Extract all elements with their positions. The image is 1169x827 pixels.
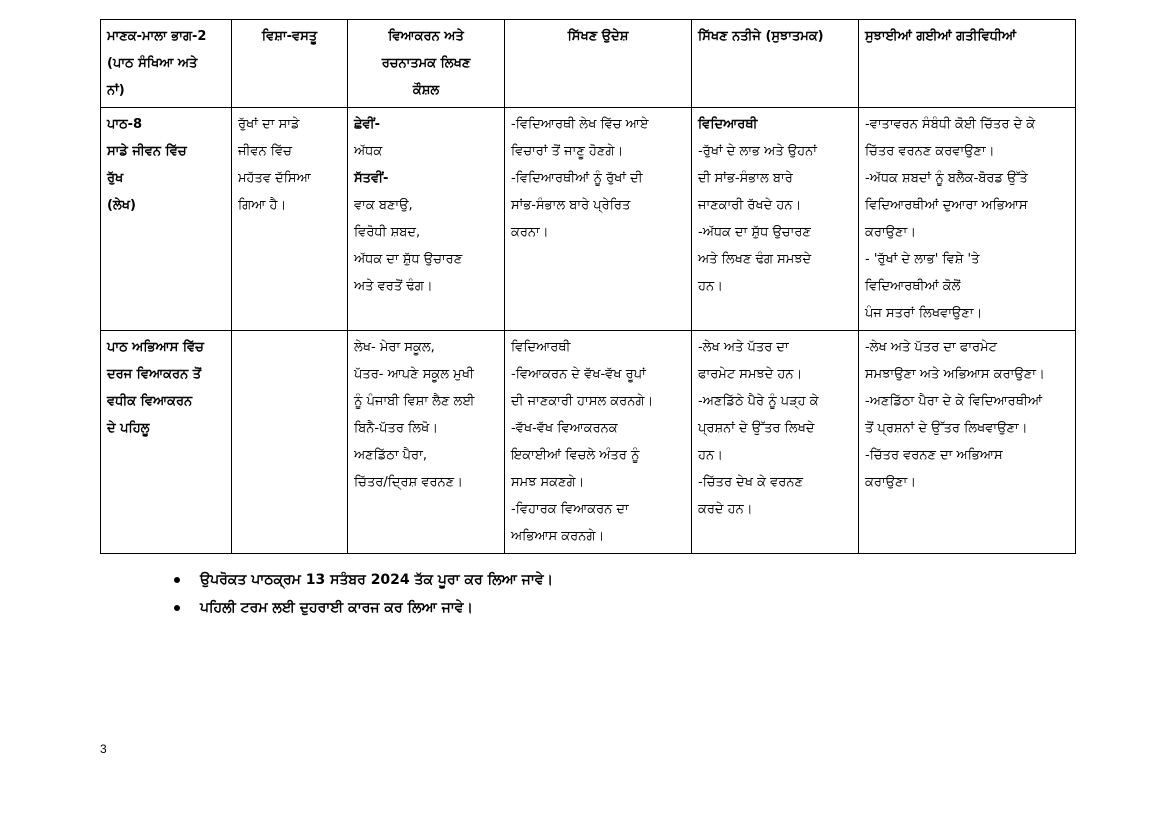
table-header-row (101, 20, 1076, 108)
cell-line: -ਵਿਹਾਰਕ ਵਿਆਕਰਨ ਦਾ (511, 502, 629, 517)
cell-line: ਵਿਦਿਆਰਥੀ (698, 117, 758, 132)
cell-line: ਅੱਧਕ (354, 144, 383, 159)
table-cell-activities (859, 331, 1076, 554)
cell-line: ਜੀਵਨ ਵਿੱਚ (238, 144, 292, 159)
cell-line: ਵਾਕ ਬਣਾਉ, (354, 198, 413, 213)
cell-line: ਕਰਾਉਣਾ। (865, 225, 916, 240)
cell-line: ਦੇ ਪਹਿਲੂ (107, 421, 150, 436)
table-row (101, 108, 1076, 331)
cell-line: ਗਿਆ ਹੈ। (238, 198, 287, 213)
table-cell-content (232, 331, 348, 554)
cell-line: ਸੱਤਵੀਂ- (354, 171, 389, 186)
table-cell-lesson (101, 331, 232, 554)
cell-line: -ਲੇਖ ਅਤੇ ਪੱਤਰ ਦਾ (698, 340, 789, 355)
notes-list (172, 566, 553, 622)
cell-line: - 'ਰੁੱਖਾਂ ਦੇ ਲਾਭ' ਵਿਸ਼ੇ 'ਤੇ (865, 252, 980, 267)
cell-line: ਅਭਿਆਸ ਕਰਨਗੇ। (511, 529, 605, 544)
header-cell-lesson (101, 20, 232, 108)
cell-line: ਛੇਵੀਂ- (354, 117, 380, 132)
table-cell-grammar (348, 108, 505, 331)
cell-line: ਦਰਜ ਵਿਆਕਰਨ ਤੋਂ (107, 367, 202, 382)
cell-line: -ਅਣਡਿੱਠੇ ਪੈਰੇ ਨੂੰ ਪੜ੍ਹ ਕੇ (698, 394, 819, 409)
header-cell-activities (859, 20, 1076, 108)
cell-line: ਵਿਚਾਰਾਂ ਤੋਂ ਜਾਣੂ ਹੋਣਗੇ। (511, 144, 624, 159)
table-cell-outcomes (692, 331, 859, 554)
table-row (101, 331, 1076, 554)
cell-line: -ਅੱਧਕ ਸ਼ਬਦਾਂ ਨੂੰ ਬਲੈਕ-ਬੋਰਡ ਉੱਤੇ (865, 171, 1028, 186)
cell-line: -ਚਿੱਤਰ ਦੇਖ ਕੇ ਵਰਨਣ (698, 475, 803, 490)
note-text: ਉਪਰੋਕਤ ਪਾਠਕ੍ਰਮ 13 ਸਤੰਬਰ 2024 ਤੱਕ ਪੂਰਾ ਕਰ ਲਿਆ ਜਾਵੇ। (200, 572, 554, 588)
header-cell-outcomes (692, 20, 859, 108)
header-line: ਸਿੱਖਣ ਉਦੇਸ਼ (567, 29, 629, 44)
cell-line: ਰੁੱਖ (107, 171, 124, 186)
bullet-icon (174, 577, 180, 583)
cell-line: ਹਨ। (698, 279, 723, 294)
cell-line: -ਵਾਤਾਵਰਨ ਸੰਬੰਧੀ ਕੋਈ ਚਿੱਤਰ ਦੇ ਕੇ (865, 117, 1036, 132)
cell-line: ਅਤੇ ਵਰਤੋਂ ਢੰਗ। (354, 279, 433, 294)
cell-line: ਤੋਂ ਪ੍ਰਸ਼ਨਾਂ ਦੇ ਉੱਤਰ ਲਿਖਵਾਉਣਾ। (865, 421, 1028, 436)
cell-line: -ਵੱਖ-ਵੱਖ ਵਿਆਕਰਨਕ (511, 421, 618, 436)
cell-line: ਵਿਦਿਆਰਥੀ (511, 340, 571, 355)
header-line: ਨਾਂ) (107, 83, 125, 98)
cell-line: -ਵਿਦਿਆਰਥੀਆਂ ਨੂੰ ਰੁੱਖਾਂ ਦੀ (511, 171, 643, 186)
cell-line: ਚਿੱਤਰ/ਦ੍ਰਿਸ਼ ਵਰਨਣ। (354, 475, 463, 490)
table-cell-activities (859, 108, 1076, 331)
cell-line: ਕਰਦੇ ਹਨ। (698, 502, 753, 517)
cell-line: ਚਿੱਤਰ ਵਰਨਣ ਕਰਵਾਉਣਾ। (865, 144, 995, 159)
cell-line: ਪਾਠ ਅਭਿਆਸ ਵਿੱਚ (107, 340, 204, 355)
header-cell-grammar (348, 20, 505, 108)
cell-line: ਅਣਡਿੱਠਾ ਪੈਰਾ, (354, 448, 427, 463)
cell-line: (ਲੇਖ) (107, 198, 136, 213)
header-line: (ਪਾਠ ਸੰਖਿਆ ਅਤੇ (107, 56, 198, 71)
cell-line: ਪ੍ਰਸ਼ਨਾਂ ਦੇ ਉੱਤਰ ਲਿਖਦੇ (698, 421, 815, 436)
cell-line: ਸਾਡੇ ਜੀਵਨ ਵਿੱਚ (107, 144, 187, 159)
cell-line: ਦੀ ਸਾਂਭ-ਸੰਭਾਲ ਬਾਰੇ (698, 171, 793, 186)
syllabus-table (100, 19, 1076, 554)
cell-line: ਬਿਨੈ-ਪੱਤਰ ਲਿਖੋ। (354, 421, 438, 436)
header-line: ਰਚਨਾਤਮਕ ਲਿਖਣ (381, 56, 471, 71)
header-cell-objectives (505, 20, 692, 108)
cell-line: ਕਰਾਉਣਾ। (865, 475, 916, 490)
header-line: ਸੁਝਾਈਆਂ ਗਈਆਂ ਗਤੀਵਿਧੀਆਂ (865, 29, 1017, 44)
cell-line: ਫਾਰਮੇਟ ਸਮਝਦੇ ਹਨ। (698, 367, 803, 382)
table-cell-lesson (101, 108, 232, 331)
cell-line: ਵਿਦਿਆਰਥੀਆਂ ਕੋਲੋਂ (865, 279, 961, 294)
cell-line: -ਚਿੱਤਰ ਵਰਨਣ ਦਾ ਅਭਿਆਸ (865, 448, 1003, 463)
cell-line: ਪੱਤਰ- ਆਪਣੇ ਸਕੂਲ ਮੁਖੀ (354, 367, 474, 382)
cell-line: ਅਤੇ ਲਿਖਣ ਢੰਗ ਸਮਝਦੇ (698, 252, 812, 267)
cell-line: ਵਿਦਿਆਰਥੀਆਂ ਦੁਆਰਾ ਅਭਿਆਸ (865, 198, 1028, 213)
cell-line: ਸਾਂਭ-ਸੰਭਾਲ ਬਾਰੇ ਪ੍ਰੇਰਿਤ (511, 198, 631, 213)
cell-line: ਸਮਝਾਉਣਾ ਅਤੇ ਅਭਿਆਸ ਕਰਾਉਣਾ। (865, 367, 1045, 382)
cell-line: ਕਰਨਾ। (511, 225, 549, 240)
bullet-icon (174, 605, 180, 611)
cell-line: ਮਹੱਤਵ ਦੱਸਿਆ (238, 171, 311, 186)
page-number: 3 (100, 742, 107, 756)
header-line: ਵਿਆਕਰਨ ਅਤੇ (388, 29, 464, 44)
cell-line: -ਲੇਖ ਅਤੇ ਪੱਤਰ ਦਾ ਫਾਰਮੇਟ (865, 340, 997, 355)
table-cell-grammar (348, 331, 505, 554)
cell-line: ਪੰਜ ਸਤਰਾਂ ਲਿਖਵਾਉਣਾ। (865, 306, 983, 321)
cell-line: -ਅਣਡਿੱਠਾ ਪੈਰਾ ਦੇ ਕੇ ਵਿਦਿਆਰਥੀਆਂ (865, 394, 1043, 409)
cell-line: ਸਮਝ ਸਕਣਗੇ। (511, 475, 585, 490)
header-line: ਵਿਸ਼ਾ-ਵਸਤੂ (261, 29, 318, 44)
cell-line: ਇਕਾਈਆਂ ਵਿਚਲੇ ਅੰਤਰ ਨੂੰ (511, 448, 640, 463)
list-item (172, 566, 553, 594)
cell-line: ਰੁੱਖਾਂ ਦਾ ਸਾਡੇ (238, 117, 300, 132)
table-cell-content (232, 108, 348, 331)
cell-line: ਜਾਣਕਾਰੀ ਰੱਖਦੇ ਹਨ। (698, 198, 802, 213)
header-line: ਸਿੱਖਣ ਨਤੀਜੇ (ਸੁਝਾਤਮਕ) (698, 29, 824, 44)
cell-line: -ਅੱਧਕ ਦਾ ਸ਼ੁੱਧ ਉਚਾਰਣ (698, 225, 811, 240)
cell-line: ਦੀ ਜਾਣਕਾਰੀ ਹਾਸਲ ਕਰਨਗੇ। (511, 394, 654, 409)
cell-line: -ਵਿਦਿਆਰਥੀ ਲੇਖ ਵਿੱਚ ਆਏ (511, 117, 649, 132)
cell-line: ਵਧੀਕ ਵਿਆਕਰਨ (107, 394, 193, 409)
cell-line: ਲੇਖ- ਮੇਰਾ ਸਕੂਲ, (354, 340, 435, 355)
header-line: ਕੌਸ਼ਲ (412, 83, 440, 98)
cell-line: ਨੂੰ ਪੰਜਾਬੀ ਵਿਸ਼ਾ ਲੈਣ ਲਈ (354, 394, 475, 409)
list-item (172, 594, 553, 622)
cell-line: ਅੱਧਕ ਦਾ ਸ਼ੁੱਧ ਉਚਾਰਣ (354, 252, 463, 267)
table-cell-objectives (505, 108, 692, 331)
cell-line: -ਵਿਆਕਰਨ ਦੇ ਵੱਖ-ਵੱਖ ਰੂਪਾਂ (511, 367, 646, 382)
header-cell-content (232, 20, 348, 108)
cell-line: ਪਾਠ-8 (107, 117, 143, 132)
note-text: ਪਹਿਲੀ ਟਰਮ ਲਈ ਦੁਹਰਾਈ ਕਾਰਜ ਕਰ ਲਿਆ ਜਾਵੇ। (200, 600, 473, 616)
cell-line: ਹਨ। (698, 448, 723, 463)
cell-line: -ਰੁੱਖਾਂ ਦੇ ਲਾਭ ਅਤੇ ਉਹਨਾਂ (698, 144, 817, 159)
table-cell-outcomes (692, 108, 859, 331)
table-cell-objectives (505, 331, 692, 554)
cell-line: ਵਿਰੋਧੀ ਸ਼ਬਦ, (354, 225, 421, 240)
header-line: ਮਾਣਕ-ਮਾਲਾ ਭਾਗ-2 (107, 29, 207, 44)
